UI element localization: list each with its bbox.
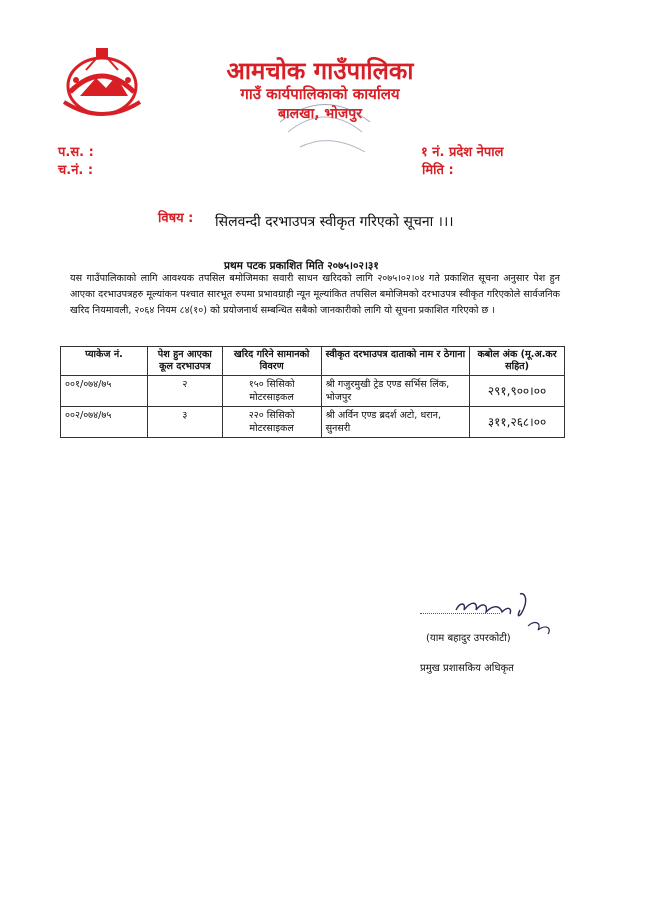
cell-package: ००२/०७४/७५ (61, 407, 148, 438)
approved-bids-table (60, 346, 565, 438)
header-package: प्याकेज नं. (61, 347, 148, 376)
header-bids: पेश हुन आएका कूल दरभाउपत्र (147, 347, 222, 376)
org-office: गाउँ कार्यपालिकाको कार्यालय (240, 85, 400, 103)
cn-label: च.नं. : (58, 163, 94, 178)
header-amount: कबोल अंक (मू.अ.कर सहित) (470, 347, 565, 376)
signature-line (420, 613, 500, 614)
table-row (61, 376, 565, 407)
office-stamp-icon (270, 92, 380, 162)
subject-label: विषय : (158, 211, 194, 226)
cell-bidder: श्री गजुरमुखी ट्रेड एण्ड सर्भिस लिंक, भोजपुर (321, 376, 470, 407)
signatory-name: (याम बहादुर उपरकोटी) (426, 633, 511, 644)
emblem-icon (56, 40, 148, 122)
cell-bids: ३ (147, 407, 222, 438)
cell-item: १५० सिसिको मोटरसाइकल (222, 376, 321, 407)
table-row (61, 407, 565, 438)
published-date: प्रथम पटक प्रकाशित मिति २०७५।०२।३१ (224, 260, 379, 272)
notice-body: यस गाउँपालिकाको लागि आवश्यक तपसिल बमोजिमका सवारी साधन खरिदको लागि २०७५।०२।०४ गते प्रकाशित सूचना अनुसार पेश हुन आएका दरभाउपत्रहरु मूल्यांकन पश्चात सारभूत रुपमा प्रभावग्राही न्यून मूल्यांकित तपसिल बमोजिमको दरभाउपत्र स्वीकृत गरिएकोले सार्वजनिक खरिद नियमावली, २०६४ नियम ८४(१०) को प्रयोजनार्थ सम्बन्धित सबैको जानकारीको लागि यो सूचना प्रकाशित गरिएको छ । (70, 273, 560, 316)
cell-amount: २९१,९००।०० (470, 376, 565, 407)
header-item: खरिद गरिने सामानको विवरण (222, 347, 321, 376)
cell-amount: ३११,२६८।०० (470, 407, 565, 438)
cell-bidder: श्री अर्विन एण्ड ब्रदर्श अटो, धरान, सुनसरी (321, 407, 470, 438)
org-address: बालखा, भोजपुर (278, 106, 362, 122)
cell-bids: २ (147, 376, 222, 407)
header-bidder: स्वीकृत दरभाउपत्र दाताको नाम र ठेगाना (321, 347, 470, 376)
org-name: आमचोक गाउँपालिका (226, 57, 414, 85)
table-header-row (61, 347, 565, 376)
subject-text: सिलवन्दी दरभाउपत्र स्वीकृत गरिएको सूचना ।।। (215, 214, 454, 230)
cell-item: २२० सिसिको मोटरसाइकल (222, 407, 321, 438)
province-label: १ नं. प्रदेश नेपाल (421, 145, 504, 160)
date-label: मिति : (422, 163, 454, 178)
cell-package: ००१/०७४/७५ (61, 376, 148, 407)
signatory-title: प्रमुख प्रशासकिय अधिकृत (420, 663, 514, 674)
ps-label: प.स. : (58, 145, 94, 160)
